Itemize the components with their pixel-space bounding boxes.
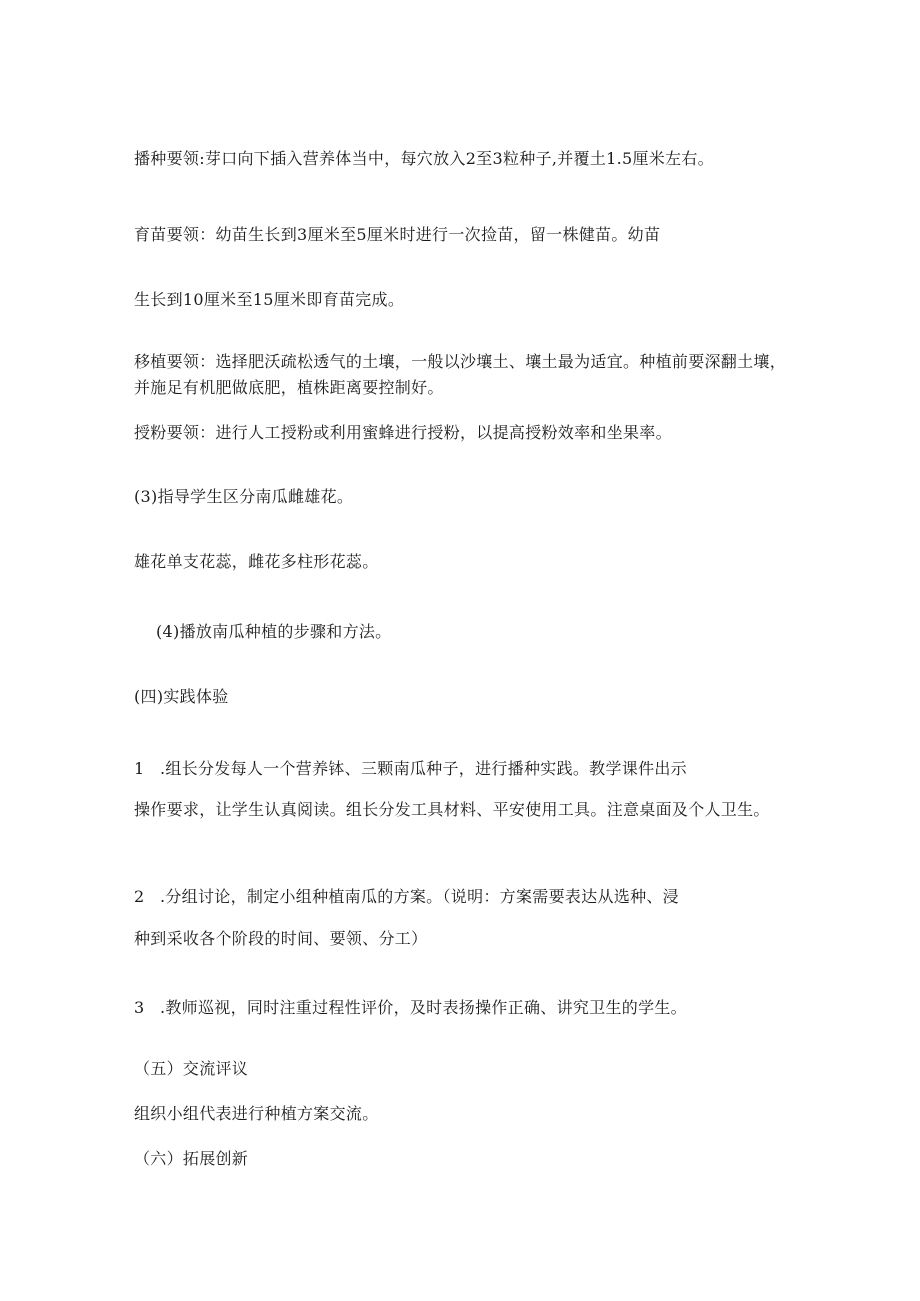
step-3-line1 (134, 997, 687, 1019)
exchange-paragraph: 组织小组代表进行种植方案交流。 (134, 1104, 379, 1123)
item-4-heading: (4)播放南瓜种植的步骤和方法。 (156, 622, 392, 641)
step-2-line2: 种到采收各个阶段的时间、要领、分工） (134, 929, 428, 948)
transplant-paragraph: 移植要领：选择肥沃疏松透气的土壤，一般以沙壤土、壤土最为适宜。种植前要深翻土壤，并施足有机肥做底肥，植株距离要控制好。 (134, 352, 787, 397)
step-3-number: 3 (134, 998, 145, 1017)
seedling-paragraph-line2: 生长到10厘米至15厘米即育苗完成。 (134, 290, 405, 309)
seedling-paragraph-line1: 育苗要领：幼苗生长到3厘米至5厘米时进行一次捡苗，留一株健苗。幼苗 (134, 225, 661, 244)
section-5-heading: （五）交流评议 (134, 1059, 249, 1078)
step-1-number: 1 (134, 759, 145, 778)
step-2-line1 (134, 886, 679, 908)
step-2-number: 2 (134, 887, 145, 906)
step-1-text: .组长分发每人一个营养钵、三颗南瓜种子，进行播种实践。教学课件出示 (160, 759, 687, 778)
section-6-heading: （六）拓展创新 (134, 1149, 249, 1168)
step-1-line1 (134, 758, 687, 780)
flowers-paragraph: 雄花单支花蕊，雌花多柱形花蕊。 (134, 552, 379, 571)
step-2-text: .分组讨论，制定小组种植南瓜的方案。（说明：方案需要表达从选种、浸 (160, 887, 679, 906)
sowing-paragraph: 播种要领:芽口向下插入营养体当中，每穴放入2至3粒种子,并覆土1.5厘米左右。 (134, 149, 714, 168)
step-3-text: .教师巡视，同时注重过程性评价，及时表扬操作正确、讲究卫生的学生。 (160, 998, 687, 1017)
step-1-continuation: 操作要求，让学生认真阅读。组长分发工具材料、平安使用工具。注意桌面及个人卫生。 (134, 800, 770, 819)
pollination-paragraph: 授粉要领：进行人工授粉或利用蜜蜂进行授粉，以提高授粉效率和坐果率。 (134, 423, 672, 442)
item-3-heading: (3)指导学生区分南瓜雌雄花。 (134, 487, 354, 506)
section-4-heading: (四)实践体验 (134, 687, 229, 706)
